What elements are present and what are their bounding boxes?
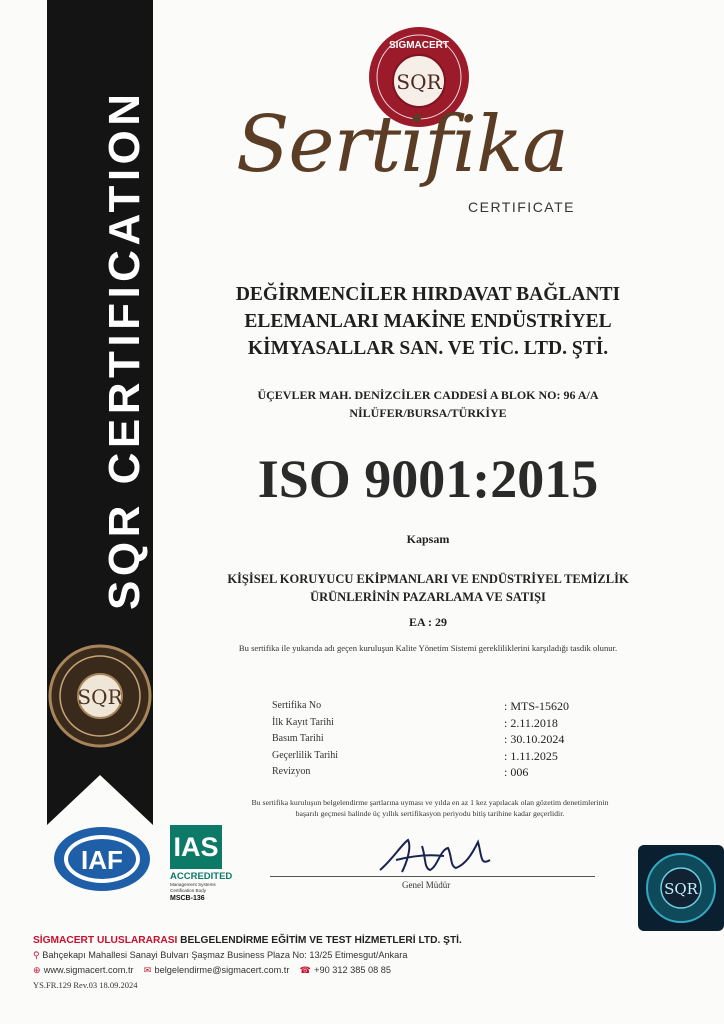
hologram-seal-icon	[638, 845, 724, 931]
issuer-email[interactable]: belgelendirme@sigmacert.com.tr	[154, 965, 290, 975]
ias-code: MSCB-136	[170, 895, 205, 902]
company-address	[160, 386, 696, 422]
detail-label: Basım Tarihi	[272, 733, 324, 744]
scope-label: Kapsam	[406, 532, 450, 546]
issuer-name	[33, 935, 462, 946]
svg-text:SQR: SQR	[77, 685, 123, 709]
issuer-address-text: Bahçekapı Mahallesi Sanayi Bulvarı Şaşmaz Business Plaza No: 13/25 Etimesgut/Ankara	[42, 950, 408, 960]
globe-icon: ⊕	[33, 965, 41, 975]
seal-monogram: SQR	[396, 70, 442, 94]
certification-statement: Bu sertifika ile yukarıda adı geçen kuruluşun Kalite Yönetim Sistemi gerekliliklerini karşıladığı tasdik olunur.	[238, 643, 618, 653]
ias-sub2: Certification Body	[170, 887, 207, 893]
issuer-contact	[33, 965, 391, 976]
validity-note	[200, 797, 660, 819]
issuer-website[interactable]: www.sigmacert.com.tr	[43, 965, 134, 975]
scope-line2: ÜRÜNLERİNİN PAZARLAMA VE SATIŞI	[310, 590, 546, 604]
hologram-text: SQR	[664, 880, 698, 898]
issuer-phone: +90 312 385 08 85	[314, 965, 391, 975]
ias-logo: IAS	[170, 825, 222, 869]
seal-text: SIGMACERT	[389, 40, 449, 51]
detail-label: Revizyon	[272, 766, 311, 777]
standard-title: ISO 9001:2015	[257, 449, 599, 509]
certificate-subtitle: CERTIFICATE	[468, 199, 575, 215]
iaf-text: IAF	[81, 845, 123, 875]
banner-text: SQR CERTIFICATION	[100, 89, 149, 610]
address-line1: ÜÇEVLER MAH. DENİZCİLER CADDESİ A BLOK NO: 96 A/A	[257, 388, 599, 402]
signature-line	[270, 876, 595, 877]
company-name-line1: DEĞİRMENCİLER HIRDAVAT BAĞLANTI	[235, 284, 621, 305]
note-line1: Bu sertifika kuruluşun belgelendirme şartlarına uyması ve yılda en az 1 kez yapılacak olan gözetim denetimlerinin	[251, 798, 609, 807]
issuer-address	[33, 950, 407, 961]
address-line2: NİLÜFER/BURSA/TÜRKİYE	[349, 406, 507, 420]
detail-value: : 2.11.2018	[504, 715, 558, 730]
issuer-name-red: SİGMACERT ULUSLARARASI	[33, 935, 178, 946]
ea-code: EA : 29	[408, 615, 447, 629]
iaf-logo-icon	[52, 825, 152, 893]
detail-value: : 006	[504, 765, 529, 779]
detail-label: Geçerlilik Tarihi	[272, 749, 339, 761]
ias-accredited: ACCREDITED	[170, 871, 233, 882]
location-pin-icon: ⚲	[33, 950, 43, 960]
detail-label: İlk Kayıt Tarihi	[272, 716, 334, 728]
detail-label: Sertifika No	[272, 700, 322, 711]
phone-icon: ☎	[299, 965, 312, 975]
sqr-seal-icon	[46, 642, 154, 750]
form-reference: YS.FR.129 Rev.03 18.09.2024	[33, 980, 138, 990]
certificate-title: Sertifika	[236, 100, 568, 190]
ias-sub1: Management Systems	[170, 882, 216, 887]
detail-value: : 30.10.2024	[504, 732, 565, 746]
ias-badge	[170, 825, 233, 915]
issuer-name-rest: BELGELENDİRME EĞİTİM VE TEST HİZMETLERİ LTD. ŞTİ.	[177, 935, 462, 946]
company-name	[160, 281, 696, 362]
detail-value: : 1.11.2025	[504, 748, 558, 763]
company-name-line3: KİMYASALLAR SAN. VE TİC. LTD. ŞTİ.	[247, 338, 609, 359]
signature-icon	[352, 830, 512, 880]
scope-line1: KİŞİSEL KORUYUCU EKİPMANLARI VE ENDÜSTRİYEL TEMİZLİK	[227, 572, 629, 586]
company-name-line2: ELEMANLARI MAKİNE ENDÜSTRİYEL	[244, 311, 612, 332]
scope-text	[160, 570, 696, 606]
detail-value: : MTS-15620	[504, 699, 570, 713]
signature-title: Genel Müdür	[402, 880, 451, 890]
note-line2: başarılı geçmesi halinde üç yıllık sertifikasyon periyodu bitiş tarihine kadar geçerlidir.	[295, 809, 565, 818]
mail-icon: ✉	[143, 965, 152, 975]
